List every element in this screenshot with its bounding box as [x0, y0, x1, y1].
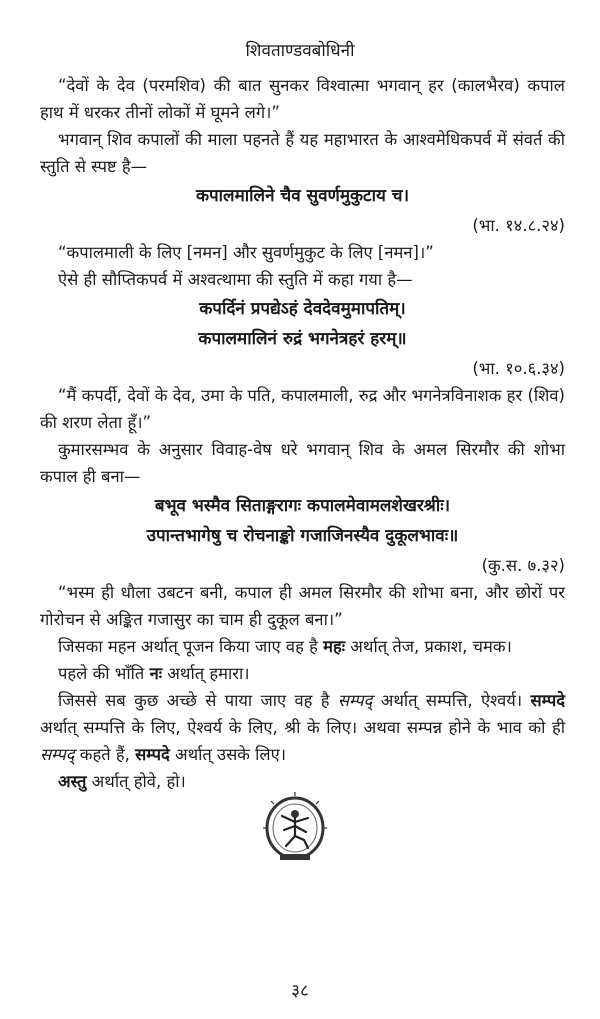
- term-nah: नः: [149, 664, 163, 683]
- paragraph-translation-2: “मैं कपर्दी, देवों के देव, उमा के पति, कपालमाली, रुद्र और भगनेत्रविनाशक हर (शिव) की शरण लेता हूँ।”: [40, 386, 565, 432]
- verse-2-line-2: कपालमालिनं रुद्रं भगनेत्रहरं हरम्॥: [198, 329, 407, 349]
- paragraph-quote-1: “देवों के देव (परमशिव) की बात सुनकर विश्वात्मा भगवान् हर (कालभैरव) कपाल हाथ में धरकर तीनों लोकों में घूमने लगे।”: [40, 76, 565, 122]
- running-header: शिवताण्डवबोधिनी: [245, 41, 355, 61]
- text-span: अर्थात् हमारा।: [162, 664, 250, 683]
- verse-1: कपालमालिने चैव सुवर्णमुकुटाय च।: [195, 186, 410, 206]
- paragraph-translation-1: “कपालमाली के लिए [नमन] और सुवर्णमुकुट के लिए [नमन]।”: [58, 243, 434, 262]
- paragraph-astu: [40, 768, 565, 795]
- term-sampade: सम्पदे: [530, 691, 565, 710]
- text-span: अर्थात् सम्पत्ति के लिए, ऐश्वर्य के लिए, श्री के लिए। अथवा सम्पन्न होने के भाव को ही: [40, 718, 565, 737]
- paragraph-intro-2: ऐसे ही सौप्तिकपर्व में अश्वत्थामा की स्तुति में कहा गया है—: [58, 270, 413, 289]
- text-span: जिसका महन अर्थात् पूजन किया जाए वह है: [58, 637, 324, 656]
- term-mahah: महः: [323, 637, 346, 656]
- paragraph-intro-1: भगवान् शिव कपालों की माला पहनते हैं यह महाभारत के आश्वमेधिकपर्व में संवर्त की स्तुति से स्पष्ट है—: [40, 130, 565, 176]
- verse-2-line-1: कपर्दिनं प्रपद्येऽहं देवदेवमुमापतिम्।: [199, 299, 406, 319]
- nataraja-emblem-icon: [262, 792, 328, 864]
- verse-reference-2: (भा. १०.६.३४): [472, 359, 565, 378]
- text-span: अर्थात् तेज, प्रकाश, चमक।: [345, 637, 512, 656]
- text-span: अर्थात् होवे, हो।: [86, 772, 186, 791]
- term-astu: अस्तु: [58, 772, 87, 791]
- text-span: पहले की भाँति: [58, 664, 150, 683]
- term-sampade-2: सम्पदे: [135, 745, 170, 764]
- page-body: [40, 72, 565, 795]
- text-span: अर्थात् उसके लिए।: [169, 745, 286, 764]
- verse-3-line-1: बभूव भस्मैव सिताङ्गरागः कपालमेवामलशेखरश्रीः।: [154, 496, 451, 516]
- page-number: ३८: [291, 981, 309, 1001]
- text-span: अर्थात् सम्पत्ति, ऐश्वर्य।: [372, 691, 531, 710]
- paragraph-sampade: [40, 687, 565, 768]
- text-span: कहते हैं,: [74, 745, 136, 764]
- term-sampad: सम्पद्: [337, 691, 373, 710]
- paragraph-nah: [40, 660, 565, 687]
- text-span: जिससे सब कुछ अच्छे से पाया जाए वह है: [58, 691, 338, 710]
- verse-reference-3: (कु.स. ७.३२): [481, 556, 565, 575]
- paragraph-translation-3: “भस्म ही धौला उबटन बनी, कपाल ही अमल सिरमौर की शोभा बना, और छोरों पर गोरोचन से अङ्कित गजासुर का चाम ही दुकूल बना।”: [40, 583, 565, 629]
- term-sampad-2: सम्पद्: [40, 745, 75, 764]
- verse-3-line-2: उपान्तभागेषु च रोचनाङ्को गजाजिनस्यैव दुकूलभावः॥: [146, 526, 459, 546]
- paragraph-mahah: [40, 633, 565, 660]
- verse-reference-1: (भा. १४.८.२४): [472, 216, 565, 235]
- paragraph-intro-3: कुमारसम्भव के अनुसार विवाह-वेष धरे भगवान् शिव के अमल सिरमौर की शोभा कपाल ही बना—: [40, 440, 565, 486]
